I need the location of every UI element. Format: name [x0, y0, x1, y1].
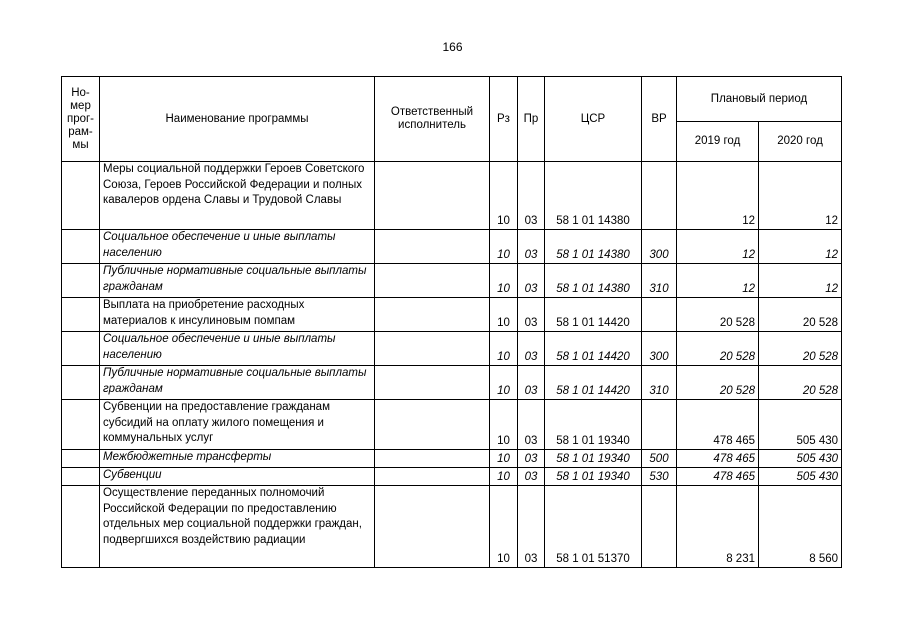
- cell-num: [62, 468, 100, 486]
- cell-year-2019: 478 465: [677, 450, 759, 468]
- cell-year-2020: 12: [759, 264, 842, 298]
- cell-year-2020: 20 528: [759, 298, 842, 332]
- cell-vr: [642, 298, 677, 332]
- header-pr: Пр: [518, 77, 545, 162]
- cell-rz: 10: [490, 468, 518, 486]
- cell-rz: 10: [490, 366, 518, 400]
- cell-csr: 58 1 01 14380: [545, 230, 642, 264]
- cell-name: Субвенции на предоставление гражданам субсидий на оплату жилого помещения и коммунальных услуг: [100, 400, 375, 450]
- cell-executor: [375, 450, 490, 468]
- cell-executor: [375, 332, 490, 366]
- cell-name: Социальное обеспечение и иные выплаты населению: [100, 230, 375, 264]
- cell-num: [62, 230, 100, 264]
- cell-year-2020: 20 528: [759, 332, 842, 366]
- cell-csr: 58 1 01 19340: [545, 450, 642, 468]
- cell-csr: 58 1 01 51370: [545, 486, 642, 568]
- cell-vr: 500: [642, 450, 677, 468]
- cell-year-2019: 8 231: [677, 486, 759, 568]
- table-row: [62, 400, 842, 450]
- cell-name: Межбюджетные трансферты: [100, 450, 375, 468]
- table-row: [62, 468, 842, 486]
- cell-rz: 10: [490, 332, 518, 366]
- header-program-number: Но- мер прог- рам- мы: [62, 77, 100, 162]
- header-vr: ВР: [642, 77, 677, 162]
- cell-num: [62, 486, 100, 568]
- cell-year-2019: 478 465: [677, 468, 759, 486]
- header-plan-period: Плановый период: [677, 77, 842, 122]
- cell-vr: 300: [642, 230, 677, 264]
- cell-vr: 300: [642, 332, 677, 366]
- cell-pr: 03: [518, 486, 545, 568]
- cell-vr: [642, 486, 677, 568]
- cell-csr: 58 1 01 14420: [545, 298, 642, 332]
- cell-csr: 58 1 01 19340: [545, 400, 642, 450]
- cell-year-2019: 12: [677, 264, 759, 298]
- cell-executor: [375, 264, 490, 298]
- cell-name: Субвенции: [100, 468, 375, 486]
- cell-num: [62, 298, 100, 332]
- cell-pr: 03: [518, 400, 545, 450]
- cell-executor: [375, 366, 490, 400]
- cell-year-2020: 12: [759, 230, 842, 264]
- cell-pr: 03: [518, 264, 545, 298]
- cell-year-2020: 20 528: [759, 366, 842, 400]
- cell-name: Публичные нормативные социальные выплаты гражданам: [100, 264, 375, 298]
- table-row: [62, 366, 842, 400]
- cell-vr: 310: [642, 264, 677, 298]
- cell-executor: [375, 486, 490, 568]
- cell-rz: 10: [490, 486, 518, 568]
- cell-rz: 10: [490, 400, 518, 450]
- table-row: [62, 230, 842, 264]
- table-header: [62, 77, 842, 162]
- cell-name: Выплата на приобретение расходных материалов к инсулиновым помпам: [100, 298, 375, 332]
- header-executor: Ответственный исполнитель: [375, 77, 490, 162]
- cell-year-2019: 20 528: [677, 298, 759, 332]
- cell-csr: 58 1 01 14380: [545, 162, 642, 230]
- table-row: [62, 298, 842, 332]
- cell-year-2020: 505 430: [759, 468, 842, 486]
- cell-rz: 10: [490, 298, 518, 332]
- cell-num: [62, 450, 100, 468]
- cell-csr: 58 1 01 14380: [545, 264, 642, 298]
- cell-csr: 58 1 01 14420: [545, 332, 642, 366]
- header-csr: ЦСР: [545, 77, 642, 162]
- cell-vr: 310: [642, 366, 677, 400]
- cell-pr: 03: [518, 366, 545, 400]
- cell-num: [62, 366, 100, 400]
- cell-num: [62, 162, 100, 230]
- header-program-name: Наименование программы: [100, 77, 375, 162]
- cell-year-2019: 12: [677, 230, 759, 264]
- cell-num: [62, 264, 100, 298]
- cell-name: Меры социальной поддержки Героев Советского Союза, Героев Российской Федерации и полных кавалеров ордена Славы и Трудовой Славы: [100, 162, 375, 230]
- table-body: [62, 162, 842, 568]
- cell-executor: [375, 230, 490, 264]
- budget-table: [61, 76, 842, 568]
- cell-pr: 03: [518, 298, 545, 332]
- cell-executor: [375, 298, 490, 332]
- table-row: [62, 486, 842, 568]
- cell-pr: 03: [518, 450, 545, 468]
- table-row: [62, 162, 842, 230]
- cell-executor: [375, 400, 490, 450]
- header-year-2020: 2020 год: [759, 122, 842, 162]
- cell-year-2020: 505 430: [759, 450, 842, 468]
- cell-csr: 58 1 01 14420: [545, 366, 642, 400]
- cell-vr: 530: [642, 468, 677, 486]
- table-row: [62, 450, 842, 468]
- cell-name: Социальное обеспечение и иные выплаты населению: [100, 332, 375, 366]
- page-number: 166: [442, 40, 463, 54]
- cell-pr: 03: [518, 468, 545, 486]
- cell-name: Публичные нормативные социальные выплаты гражданам: [100, 366, 375, 400]
- cell-pr: 03: [518, 162, 545, 230]
- cell-year-2020: 12: [759, 162, 842, 230]
- cell-vr: [642, 162, 677, 230]
- cell-num: [62, 400, 100, 450]
- table-row: [62, 264, 842, 298]
- header-year-2019: 2019 год: [677, 122, 759, 162]
- cell-year-2020: 505 430: [759, 400, 842, 450]
- cell-rz: 10: [490, 162, 518, 230]
- cell-year-2019: 478 465: [677, 400, 759, 450]
- cell-rz: 10: [490, 450, 518, 468]
- table-row: [62, 332, 842, 366]
- cell-year-2019: 20 528: [677, 366, 759, 400]
- cell-year-2019: 12: [677, 162, 759, 230]
- header-rz: Рз: [490, 77, 518, 162]
- cell-csr: 58 1 01 19340: [545, 468, 642, 486]
- cell-rz: 10: [490, 230, 518, 264]
- cell-executor: [375, 162, 490, 230]
- cell-pr: 03: [518, 332, 545, 366]
- cell-rz: 10: [490, 264, 518, 298]
- cell-vr: [642, 400, 677, 450]
- cell-executor: [375, 468, 490, 486]
- cell-name: Осуществление переданных полномочий Российской Федерации по предоставлению отдельных мер социальной поддержки граждан, подвергшихся воздействию радиации: [100, 486, 375, 568]
- cell-pr: 03: [518, 230, 545, 264]
- cell-year-2020: 8 560: [759, 486, 842, 568]
- cell-year-2019: 20 528: [677, 332, 759, 366]
- cell-num: [62, 332, 100, 366]
